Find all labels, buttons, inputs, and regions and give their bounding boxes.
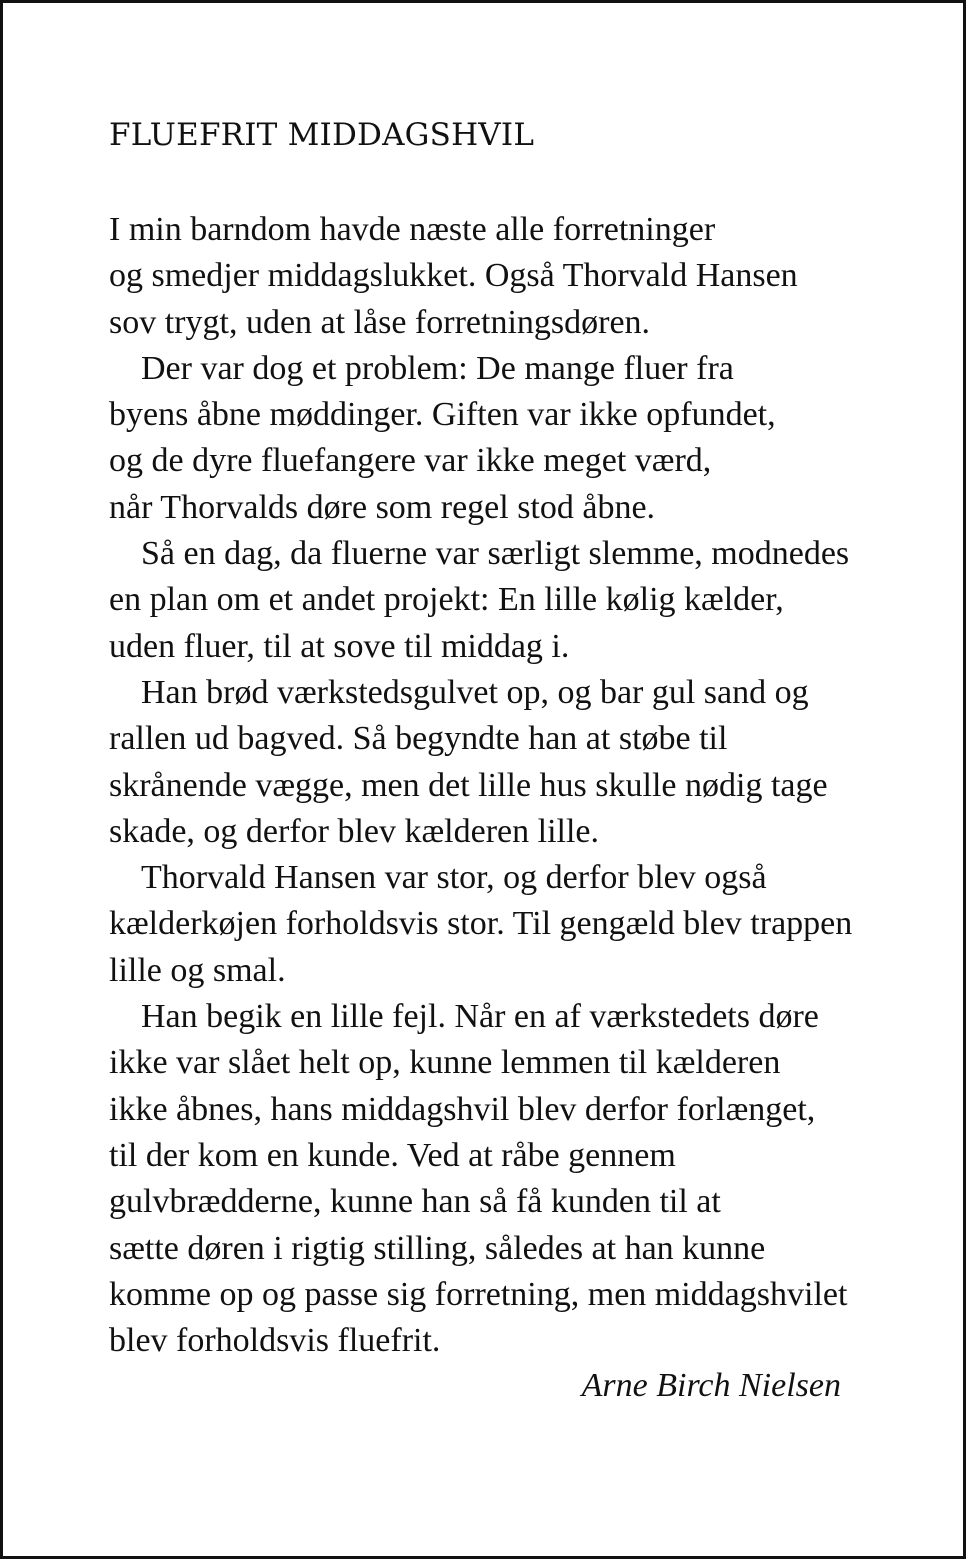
body-line: og de dyre fluefangere var ikke meget værd,	[109, 442, 712, 480]
body-line: skrånende vægge, men det lille hus skulle nødig tage	[109, 766, 828, 804]
body-line: og smedjer middagslukket. Også Thorvald Hansen	[109, 257, 798, 295]
body-line: I min barndom havde næste alle forretninger	[109, 211, 716, 248]
author-signature: Arne Birch Nielsen	[581, 1367, 841, 1404]
body-line: blev forholdsvis fluefrit.	[109, 1322, 441, 1360]
body-line: ikke var slået helt op, kunne lemmen til kælderen	[109, 1044, 781, 1082]
body-line: til der kom en kunde. Ved at råbe gennem	[109, 1136, 676, 1174]
body-line: Thorvald Hansen var stor, og derfor blev også	[141, 859, 767, 897]
body-line: rallen ud bagved. Så begyndte han at støbe til	[109, 720, 728, 758]
body-line: Der var dog et problem: De mange fluer fra	[141, 349, 734, 387]
body-line: komme op og passe sig forretning, men middagshvilet	[109, 1275, 848, 1313]
body-line: byens åbne møddinger. Giften var ikke opfundet,	[109, 396, 776, 434]
body-line: skade, og derfor blev kælderen lille.	[109, 812, 600, 850]
body-line: kælderkøjen forholdsvis stor. Til gengæld blev trappen	[109, 905, 853, 943]
body-line: Han begik en lille fejl. Når en af værkstedets døre	[141, 998, 819, 1036]
body-line: Så en dag, da fluerne var særligt slemme, modnedes	[141, 535, 850, 573]
body-line: en plan om et andet projekt: En lille kølig kælder,	[109, 581, 784, 619]
body-line: Han brød værkstedsgulvet op, og bar gul sand og	[141, 673, 809, 711]
body-line: når Thorvalds døre som regel stod åbne.	[109, 488, 656, 526]
body-line: sætte døren i rigtig stilling, således at han kunne	[109, 1229, 766, 1267]
article-title: FLUEFRIT MIDDAGSHVIL	[109, 117, 535, 153]
body-line: sov trygt, uden at låse forretningsdøren.	[109, 303, 651, 341]
article-body	[109, 207, 909, 1364]
body-line: gulvbrædderne, kunne han så få kunden til at	[109, 1183, 721, 1221]
body-line: lille og smal.	[109, 951, 286, 989]
body-line: ikke åbnes, hans middagshvil blev derfor forlænget,	[109, 1090, 816, 1128]
body-line: uden fluer, til at sove til middag i.	[109, 627, 570, 665]
